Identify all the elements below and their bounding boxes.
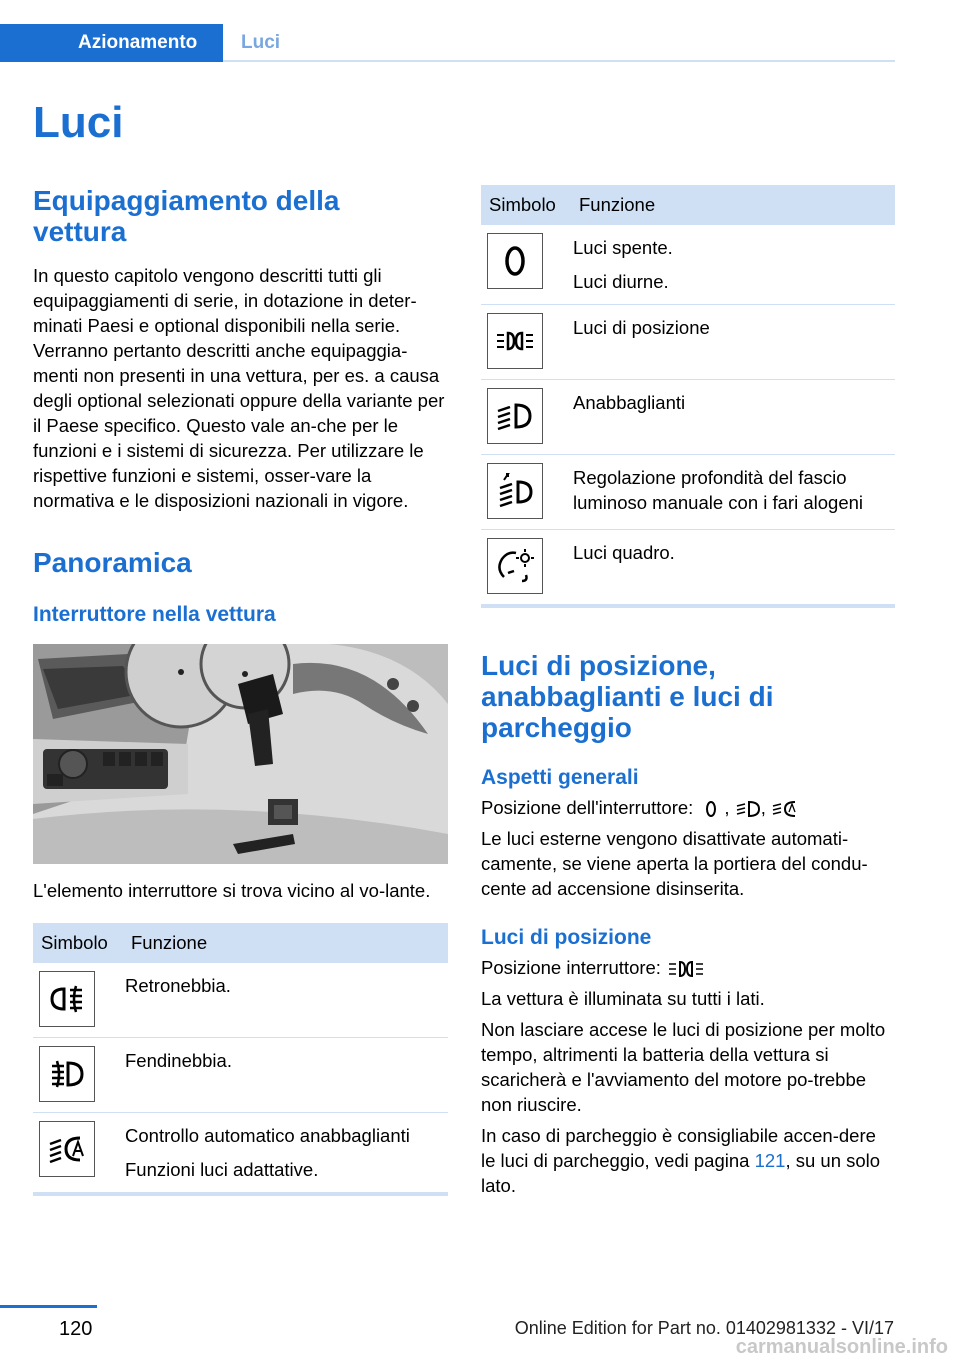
switch-position-line xyxy=(481,795,895,820)
col-function-header: Funzione xyxy=(573,185,895,225)
switch-heading: Interruttore nella vettura xyxy=(33,603,276,626)
equipment-text: In questo capitolo vengono descritti tutti gli equipaggiamenti di serie, in dotazione in deter-minati Paesi e optional disponibili nella serie. Verranno pertanto descritti anche equipaggia-menti non presenti in una vettura, per es. a causa degli optional selezionati oppure della variante per il Paese specifico. Questo vale an-che per le funzioni e i sistemi di sicurezza. Per utilizzare le rispettive funzioni e sistemi, osser-vare la normativa e le disposizioni nazionali in vigore. xyxy=(33,265,445,511)
pos-text-3-a: In caso di parcheggio è consigliabile accen-dere le luci di parcheggio, vedi pagina xyxy=(481,1125,876,1172)
rear-fog-light-icon xyxy=(39,971,95,1027)
pos-text-1: La vettura è illuminata su tutti i lati. xyxy=(481,988,765,1010)
dashboard-photo xyxy=(33,644,448,864)
lights-off-icon xyxy=(698,798,724,820)
pos-text-3 xyxy=(481,1123,895,1198)
row-function-text: Luci diurne. xyxy=(573,271,669,292)
switch-position-label: Posizione dell'interruttore: xyxy=(481,797,694,818)
dashboard-illustration xyxy=(33,644,448,864)
lights-off-icon xyxy=(487,233,543,289)
left-symbol-table xyxy=(33,923,448,1196)
parking-light-icon xyxy=(487,313,543,369)
headlight-range-icon xyxy=(487,463,543,519)
tab-luci[interactable]: Luci xyxy=(241,32,281,53)
footer-rule xyxy=(0,1305,97,1308)
separator: , xyxy=(724,797,730,818)
row-function-text: Retronebbia. xyxy=(125,975,231,996)
header-tabs xyxy=(0,24,895,62)
table-row xyxy=(481,455,895,530)
pos-text-2: Non lasciare accese le luci di posizione per molto tempo, altrimenti la batteria della vettura si scaricherà e l'avviamento del motore po-trebbe non riuscire. xyxy=(481,1019,886,1116)
page-title: Luci xyxy=(33,98,124,147)
low-beam-icon xyxy=(735,798,761,820)
right-column xyxy=(481,185,895,1198)
position-section-heading: Luci di posizione, anabbaglianti e luci di parcheggio xyxy=(481,650,774,743)
table-row xyxy=(481,225,895,305)
row-function-text: Controllo automatico anabbaglianti xyxy=(125,1125,410,1146)
separator: , xyxy=(760,797,766,818)
instrument-lighting-icon xyxy=(487,538,543,594)
row-function-text: Anabbaglianti xyxy=(573,392,686,413)
watermark: carmanualsonline.info xyxy=(735,1336,948,1358)
pos-text-3-b: , su un solo lato. xyxy=(481,1150,881,1197)
parking-light-icon xyxy=(666,958,706,980)
table-row xyxy=(33,1038,448,1113)
overview-heading: Panoramica xyxy=(33,547,192,578)
col-symbol-header: Simbolo xyxy=(481,185,573,225)
col-symbol-header: Simbolo xyxy=(33,923,125,963)
parking-lights-heading: Luci di posizione xyxy=(481,926,652,950)
table-row xyxy=(481,305,895,380)
general-text: Le luci esterne vengono disattivate automati-camente, se viene aperta la portiera del condu-cente ad accensione disinserita. xyxy=(481,828,868,900)
row-function-text: Regolazione profondità del fascio luminoso manuale con i fari alogeni xyxy=(573,467,864,513)
front-fog-light-icon xyxy=(39,1046,95,1102)
page-link[interactable]: 121 xyxy=(754,1150,786,1172)
general-heading: Aspetti generali xyxy=(481,766,639,789)
pos-switch-line xyxy=(481,955,895,980)
table-row xyxy=(481,530,895,607)
col-function-header: Funzione xyxy=(125,923,448,963)
row-function-text: Luci spente. xyxy=(573,237,673,258)
pos-switch-label: Posizione interruttore: xyxy=(481,957,661,979)
table-row xyxy=(33,1113,448,1195)
row-function-text: Funzioni luci adattative. xyxy=(125,1159,319,1180)
row-function-text: Luci di posizione xyxy=(573,317,710,338)
equipment-heading: Equipaggiamento della vettura xyxy=(33,185,340,247)
edition-text: Online Edition for Part no. 01402981332 - VI/17 xyxy=(514,1318,894,1338)
right-symbol-table xyxy=(481,185,895,608)
table-row xyxy=(33,963,448,1038)
low-beam-icon xyxy=(487,388,543,444)
left-column xyxy=(33,185,448,1196)
switch-caption: L'elemento interruttore si trova vicino al vo-lante. xyxy=(33,880,431,901)
tab-azionamento[interactable]: Azionamento xyxy=(0,24,223,62)
page-number: 120 xyxy=(59,1318,93,1340)
auto-headlight-icon xyxy=(771,798,797,820)
row-function-text: Luci quadro. xyxy=(573,542,675,563)
row-function-text: Fendinebbia. xyxy=(125,1050,232,1071)
auto-headlight-icon xyxy=(39,1121,95,1177)
table-row xyxy=(481,380,895,455)
